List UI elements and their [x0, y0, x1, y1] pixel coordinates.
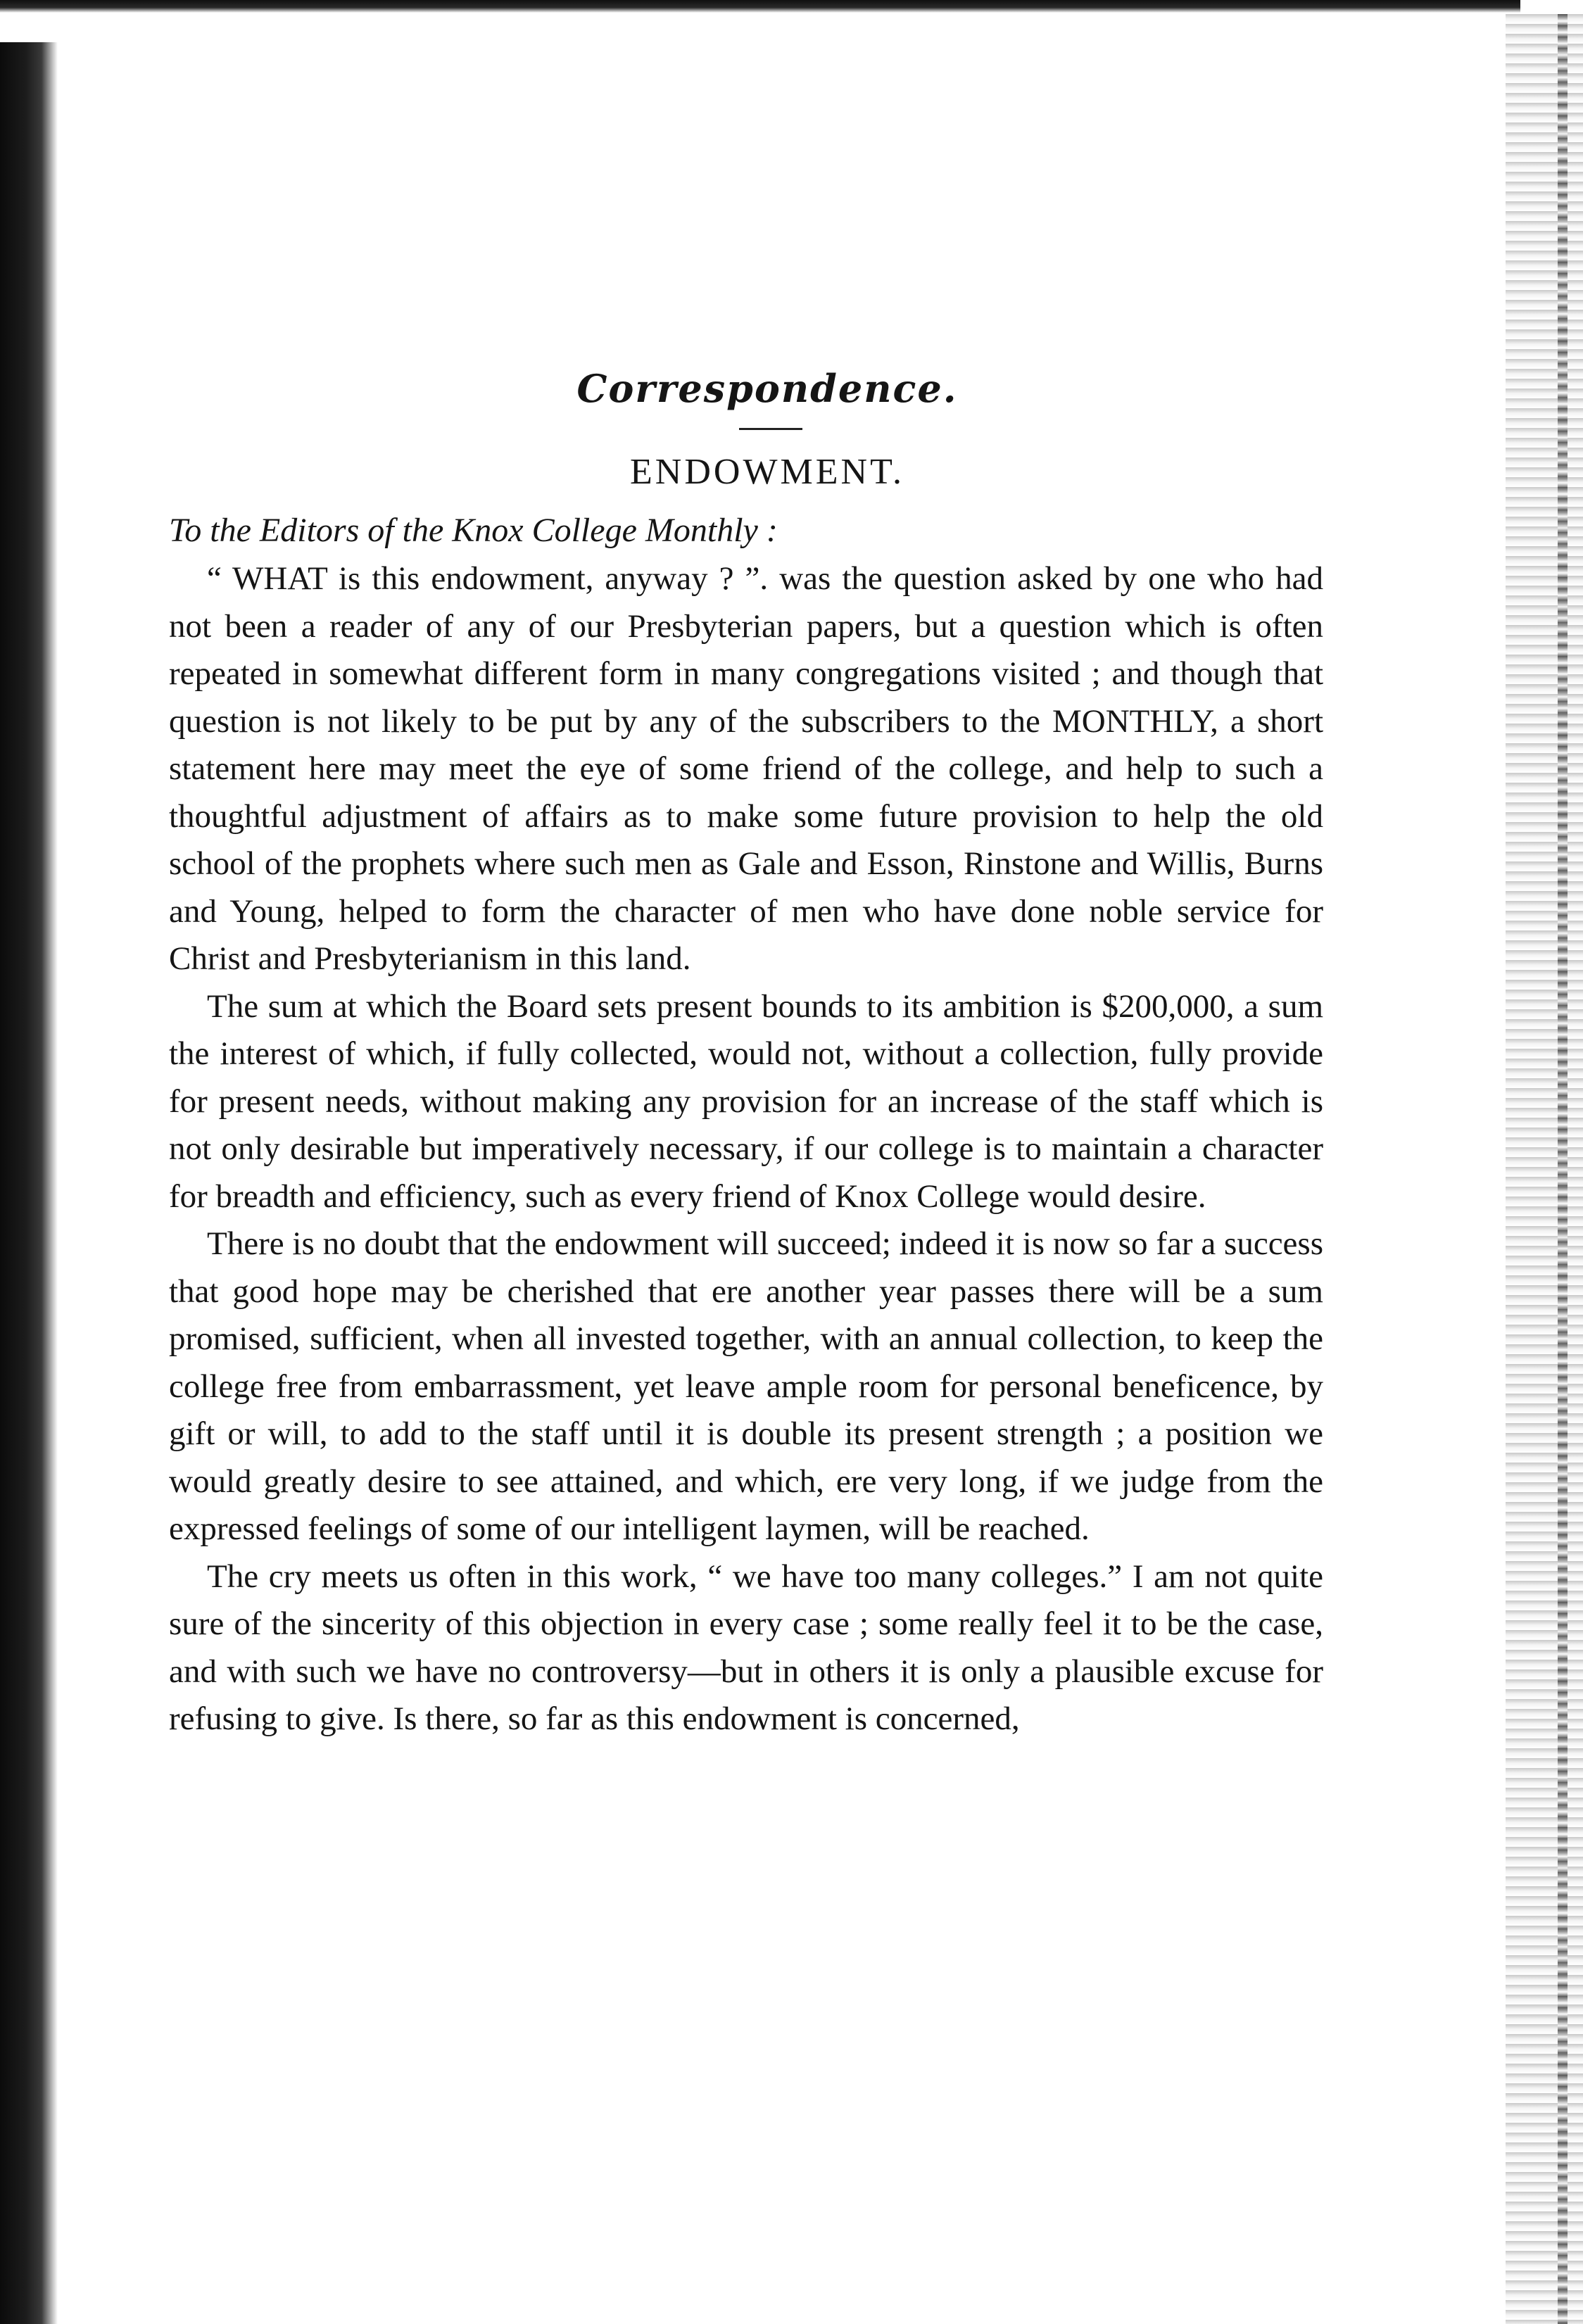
salutation: To the Editors of the Knox College Monthly : — [169, 512, 778, 549]
article-title: ENDOWMENT. — [630, 452, 904, 492]
scan-binding-edge — [0, 42, 58, 2324]
paragraph-4: The cry meets us often in this work, “ we have too many colleges.” I am not quite sure of the sincerity of this objection in every case ; some really feel it to be the case, and with such we have no controversy—but in others it is only a plausible excuse for refusing to give. Is there, so far as this endowment is concerned, — [169, 1558, 1323, 1737]
section-heading: Correspondence. — [576, 366, 958, 411]
heading-divider — [739, 428, 802, 430]
paragraph-1: “ WHAT is this endowment, anyway ? ”. was the question asked by one who had not been a reader of any of our Presbyterian papers, but a question which is often repeated in somewhat different form in many congregations visited ; and though that question is not likely to be put by any of the subscribers to the MONTHLY, a short statement here may meet the eye of some friend of the college, and help to such a thoughtful adjustment of affairs as to make some future provision to help the old school of the prophets where such men as Gale and Esson, Rinstone and Willis, Burns and Young, helped to form the character of men who have done noble service for Christ and Presbyterianism in this land. — [169, 560, 1323, 977]
scan-page-edge — [1506, 14, 1583, 2324]
scan-top-edge — [0, 0, 1520, 13]
document-page — [169, 366, 1323, 1743]
paragraph-3: There is no doubt that the endowment will succeed; indeed it is now so far a success that good hope may be cherished that ere another year passes there will be a sum promised, sufficient, when all invested together, with an annual collection, to keep the college free from embarrassment, yet leave ample room for personal beneficence, by gift or will, to add to the staff until it is double its present strength ; a position we would greatly desire to see attained, and which, ere very long, if we judge from the expressed feelings of some of our intelligent laymen, will be reached. — [169, 1225, 1323, 1547]
paragraph-2: The sum at which the Board sets present bounds to its ambition is $200,000, a sum the interest of which, if fully collected, would not, without a collection, fully provide for present needs, without making any provision for an increase of the staff which is not only desirable but imperatively necessary, if our college is to maintain a character for breadth and efficiency, such as every friend of Knox College would desire. — [169, 987, 1323, 1215]
